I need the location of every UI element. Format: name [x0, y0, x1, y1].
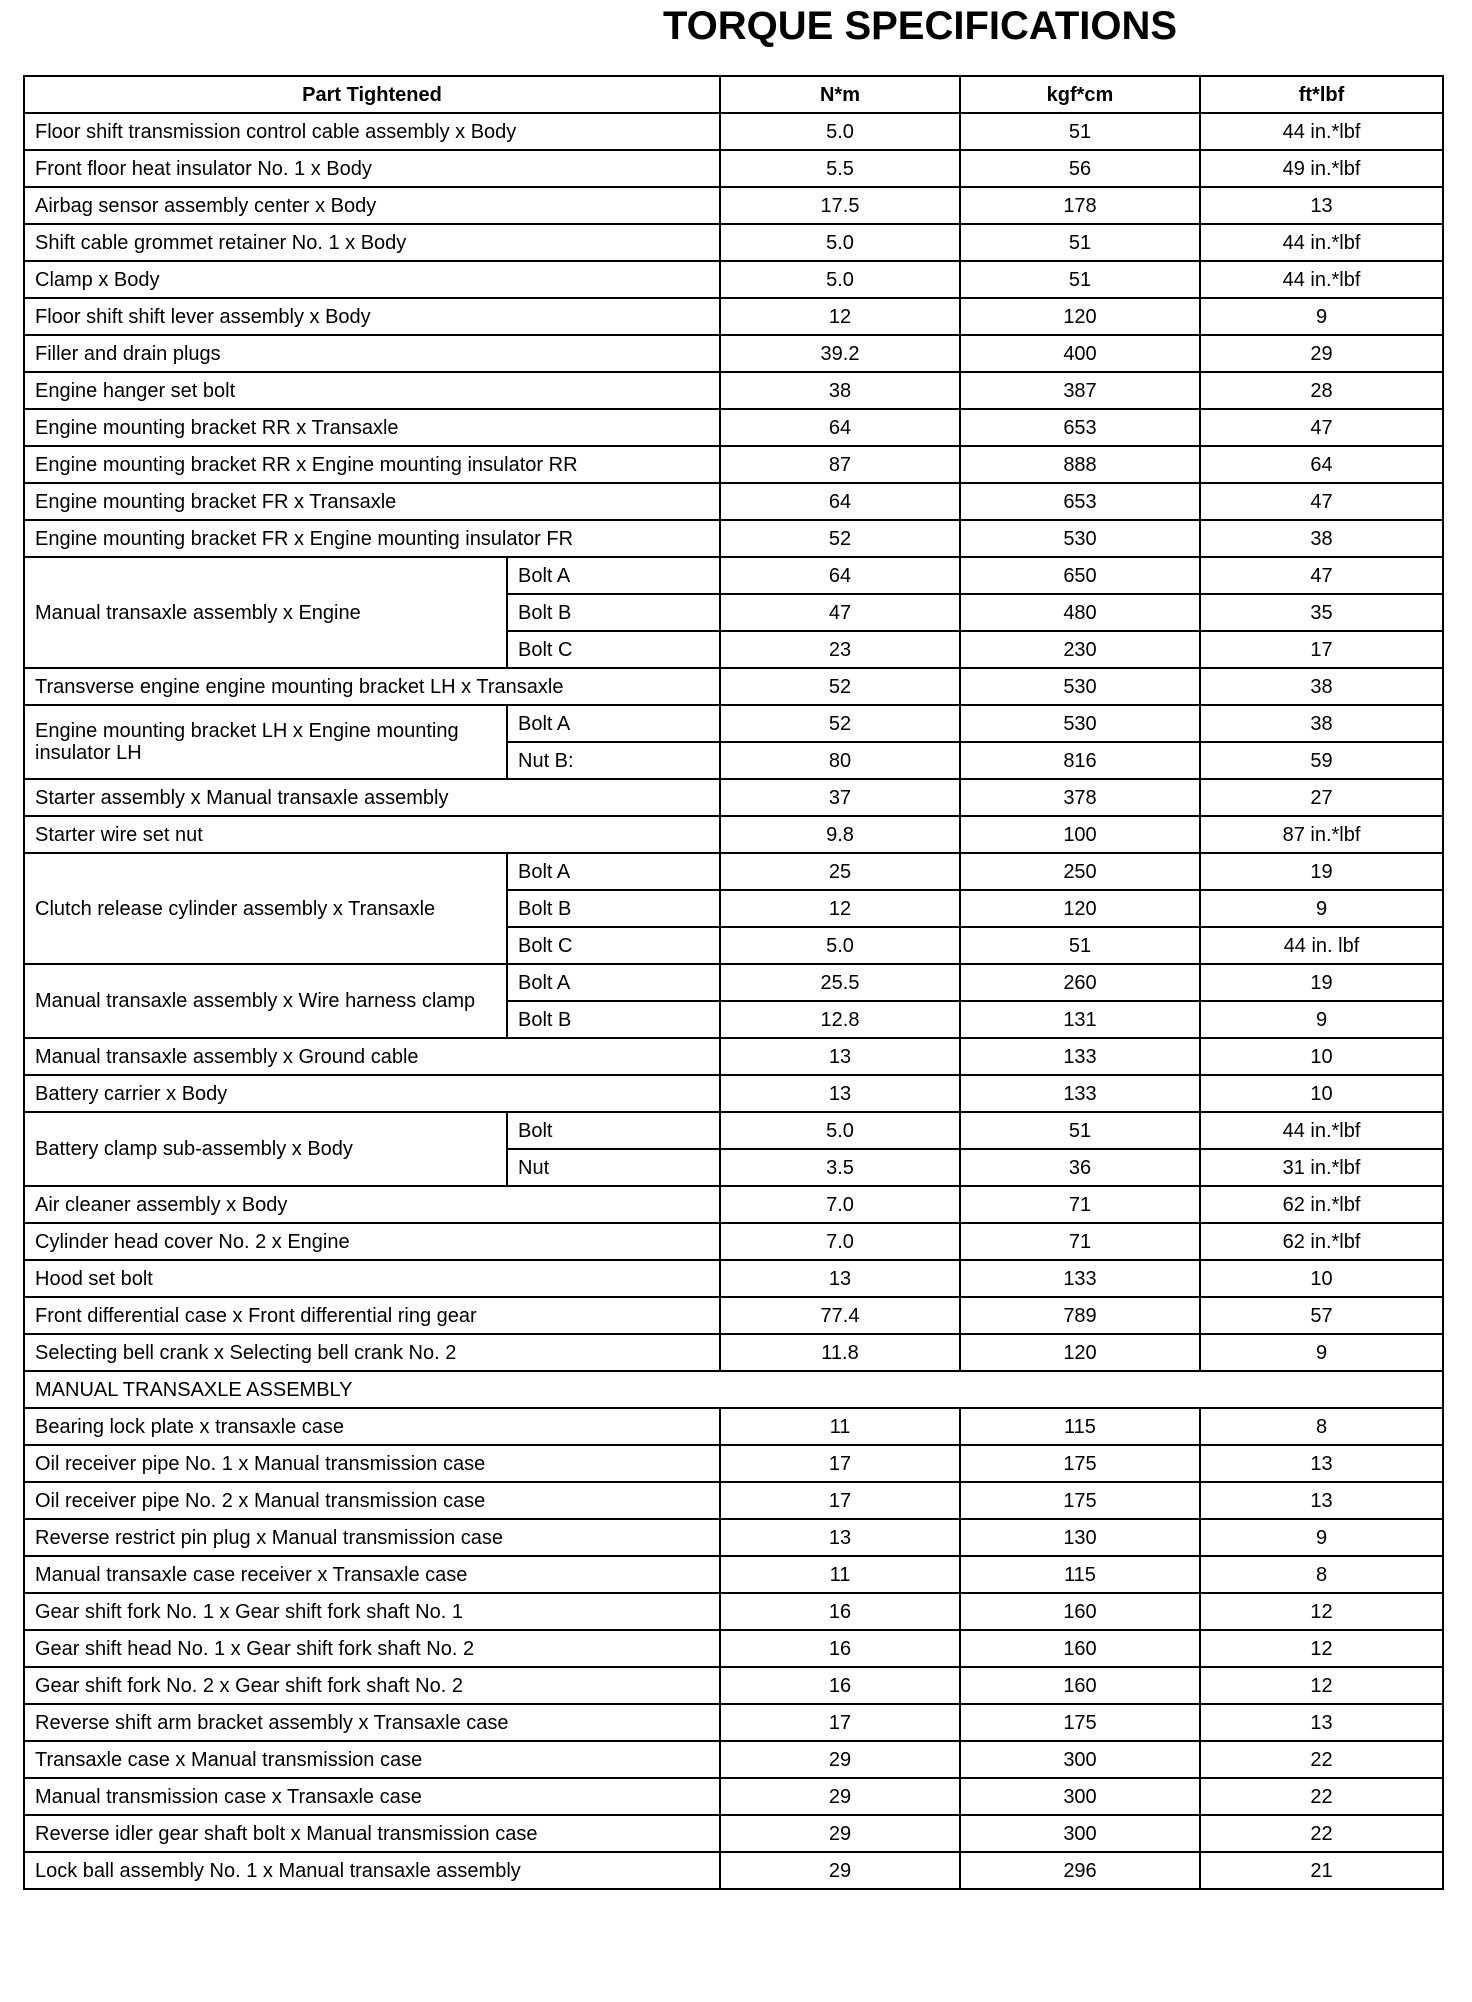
part-name-cell: Transaxle case x Manual transmission case: [24, 1741, 720, 1778]
kgfcm-cell: 653: [960, 409, 1200, 446]
kgfcm-cell: 300: [960, 1741, 1200, 1778]
nm-cell: 5.5: [720, 150, 960, 187]
fastener-label-cell: Bolt A: [507, 705, 720, 742]
part-name-cell: Clamp x Body: [24, 261, 720, 298]
part-name-cell: Battery carrier x Body: [24, 1075, 720, 1112]
kgfcm-cell: 400: [960, 335, 1200, 372]
ftlbf-cell: 9: [1200, 1334, 1443, 1371]
part-name-cell: Transverse engine engine mounting bracket LH x Transaxle: [24, 668, 720, 705]
kgfcm-cell: 250: [960, 853, 1200, 890]
kgfcm-cell: 56: [960, 150, 1200, 187]
ftlbf-cell: 13: [1200, 1445, 1443, 1482]
table-row: [24, 335, 1443, 372]
part-name-cell: Manual transaxle assembly x Ground cable: [24, 1038, 720, 1075]
fastener-label-cell: Bolt C: [507, 927, 720, 964]
kgfcm-cell: 71: [960, 1223, 1200, 1260]
part-name-cell: Front floor heat insulator No. 1 x Body: [24, 150, 720, 187]
nm-cell: 25: [720, 853, 960, 890]
kgfcm-cell: 387: [960, 372, 1200, 409]
part-name-cell: Gear shift head No. 1 x Gear shift fork shaft No. 2: [24, 1630, 720, 1667]
nm-cell: 5.0: [720, 113, 960, 150]
ftlbf-cell: 22: [1200, 1778, 1443, 1815]
nm-cell: 37: [720, 779, 960, 816]
nm-cell: 64: [720, 483, 960, 520]
ftlbf-cell: 12: [1200, 1667, 1443, 1704]
table-row: [24, 372, 1443, 409]
nm-cell: 5.0: [720, 1112, 960, 1149]
nm-cell: 77.4: [720, 1297, 960, 1334]
ftlbf-cell: 35: [1200, 594, 1443, 631]
kgfcm-cell: 530: [960, 705, 1200, 742]
table-row: [24, 1038, 1443, 1075]
part-name-cell: Engine mounting bracket FR x Transaxle: [24, 483, 720, 520]
nm-cell: 23: [720, 631, 960, 668]
table-row: [24, 1408, 1443, 1445]
table-row: [24, 816, 1443, 853]
table-row: [24, 1334, 1443, 1371]
kgfcm-cell: 650: [960, 557, 1200, 594]
ftlbf-cell: 10: [1200, 1075, 1443, 1112]
nm-cell: 64: [720, 409, 960, 446]
nm-cell: 25.5: [720, 964, 960, 1001]
table-row: [24, 446, 1443, 483]
nm-cell: 52: [720, 705, 960, 742]
nm-cell: 39.2: [720, 335, 960, 372]
nm-cell: 38: [720, 372, 960, 409]
part-name-cell: Hood set bolt: [24, 1260, 720, 1297]
ftlbf-cell: 38: [1200, 668, 1443, 705]
table-row: [24, 853, 1443, 890]
table-row: [24, 483, 1443, 520]
nm-cell: 16: [720, 1630, 960, 1667]
part-name-cell: Clutch release cylinder assembly x Transaxle: [24, 853, 507, 964]
part-name-cell: Floor shift transmission control cable assembly x Body: [24, 113, 720, 150]
nm-cell: 47: [720, 594, 960, 631]
ftlbf-cell: 17: [1200, 631, 1443, 668]
part-name-cell: Filler and drain plugs: [24, 335, 720, 372]
nm-cell: 3.5: [720, 1149, 960, 1186]
part-name-cell: Bearing lock plate x transaxle case: [24, 1408, 720, 1445]
ftlbf-cell: 8: [1200, 1556, 1443, 1593]
ftlbf-cell: 21: [1200, 1852, 1443, 1889]
table-row: [24, 113, 1443, 150]
nm-cell: 7.0: [720, 1186, 960, 1223]
nm-cell: 11: [720, 1556, 960, 1593]
kgfcm-cell: 131: [960, 1001, 1200, 1038]
nm-cell: 13: [720, 1260, 960, 1297]
nm-cell: 29: [720, 1778, 960, 1815]
kgfcm-cell: 120: [960, 1334, 1200, 1371]
ftlbf-cell: 19: [1200, 964, 1443, 1001]
kgfcm-cell: 100: [960, 816, 1200, 853]
ftlbf-cell: 49 in.*lbf: [1200, 150, 1443, 187]
part-name-cell: Battery clamp sub-assembly x Body: [24, 1112, 507, 1186]
fastener-label-cell: Bolt A: [507, 557, 720, 594]
table-row: [24, 520, 1443, 557]
ftlbf-cell: 87 in.*lbf: [1200, 816, 1443, 853]
section-row: [24, 1371, 1443, 1408]
ftlbf-cell: 57: [1200, 1297, 1443, 1334]
part-name-cell: Engine mounting bracket RR x Engine mounting insulator RR: [24, 446, 720, 483]
nm-cell: 5.0: [720, 261, 960, 298]
nm-cell: 52: [720, 668, 960, 705]
section-heading: MANUAL TRANSAXLE ASSEMBLY: [24, 1371, 1443, 1408]
fastener-label-cell: Bolt A: [507, 853, 720, 890]
part-name-cell: Lock ball assembly No. 1 x Manual transaxle assembly: [24, 1852, 720, 1889]
ftlbf-cell: 44 in. lbf: [1200, 927, 1443, 964]
kgfcm-cell: 888: [960, 446, 1200, 483]
nm-cell: 16: [720, 1667, 960, 1704]
kgfcm-cell: 175: [960, 1704, 1200, 1741]
kgfcm-cell: 51: [960, 1112, 1200, 1149]
fastener-label-cell: Bolt B: [507, 1001, 720, 1038]
ftlbf-cell: 12: [1200, 1630, 1443, 1667]
nm-cell: 29: [720, 1852, 960, 1889]
table-row: [24, 1260, 1443, 1297]
table-row: [24, 1630, 1443, 1667]
kgfcm-cell: 480: [960, 594, 1200, 631]
part-name-cell: Front differential case x Front differential ring gear: [24, 1297, 720, 1334]
kgfcm-cell: 51: [960, 224, 1200, 261]
fastener-label-cell: Bolt C: [507, 631, 720, 668]
ftlbf-cell: 38: [1200, 705, 1443, 742]
kgfcm-cell: 789: [960, 1297, 1200, 1334]
header-row: [24, 76, 1443, 113]
kgfcm-cell: 51: [960, 927, 1200, 964]
ftlbf-cell: 47: [1200, 557, 1443, 594]
part-name-cell: Oil receiver pipe No. 2 x Manual transmission case: [24, 1482, 720, 1519]
part-name-cell: Reverse shift arm bracket assembly x Transaxle case: [24, 1704, 720, 1741]
part-name-cell: Starter wire set nut: [24, 816, 720, 853]
nm-cell: 9.8: [720, 816, 960, 853]
table-row: [24, 1778, 1443, 1815]
kgfcm-cell: 230: [960, 631, 1200, 668]
kgfcm-cell: 115: [960, 1556, 1200, 1593]
header-nm: N*m: [720, 76, 960, 113]
table-row: [24, 1112, 1443, 1149]
table-row: [24, 668, 1443, 705]
fastener-label-cell: Nut B:: [507, 742, 720, 779]
nm-cell: 17: [720, 1445, 960, 1482]
table-row: [24, 557, 1443, 594]
nm-cell: 17: [720, 1482, 960, 1519]
kgfcm-cell: 378: [960, 779, 1200, 816]
table-row: [24, 1482, 1443, 1519]
ftlbf-cell: 28: [1200, 372, 1443, 409]
page-title: TORQUE SPECIFICATIONS: [662, 4, 1178, 48]
nm-cell: 17.5: [720, 187, 960, 224]
part-name-cell: Engine mounting bracket FR x Engine mounting insulator FR: [24, 520, 720, 557]
table-row: [24, 1223, 1443, 1260]
kgfcm-cell: 653: [960, 483, 1200, 520]
fastener-label-cell: Bolt B: [507, 594, 720, 631]
kgfcm-cell: 160: [960, 1593, 1200, 1630]
kgfcm-cell: 51: [960, 113, 1200, 150]
table-row: [24, 1519, 1443, 1556]
kgfcm-cell: 36: [960, 1149, 1200, 1186]
ftlbf-cell: 62 in.*lbf: [1200, 1186, 1443, 1223]
fastener-label-cell: Nut: [507, 1149, 720, 1186]
nm-cell: 5.0: [720, 224, 960, 261]
table-row: [24, 1852, 1443, 1889]
kgfcm-cell: 133: [960, 1075, 1200, 1112]
table-row: [24, 705, 1443, 742]
part-name-cell: Manual transaxle assembly x Engine: [24, 557, 507, 668]
table-row: [24, 1186, 1443, 1223]
nm-cell: 80: [720, 742, 960, 779]
ftlbf-cell: 8: [1200, 1408, 1443, 1445]
part-name-cell: Manual transmission case x Transaxle case: [24, 1778, 720, 1815]
nm-cell: 11.8: [720, 1334, 960, 1371]
table-row: [24, 1741, 1443, 1778]
ftlbf-cell: 62 in.*lbf: [1200, 1223, 1443, 1260]
fastener-label-cell: Bolt B: [507, 890, 720, 927]
table-row: [24, 1297, 1443, 1334]
ftlbf-cell: 19: [1200, 853, 1443, 890]
ftlbf-cell: 59: [1200, 742, 1443, 779]
kgfcm-cell: 296: [960, 1852, 1200, 1889]
ftlbf-cell: 64: [1200, 446, 1443, 483]
fastener-label-cell: Bolt: [507, 1112, 720, 1149]
table-row: [24, 261, 1443, 298]
part-name-cell: Air cleaner assembly x Body: [24, 1186, 720, 1223]
kgfcm-cell: 133: [960, 1260, 1200, 1297]
ftlbf-cell: 22: [1200, 1815, 1443, 1852]
part-name-cell: Gear shift fork No. 2 x Gear shift fork shaft No. 2: [24, 1667, 720, 1704]
part-name-cell: Floor shift shift lever assembly x Body: [24, 298, 720, 335]
kgfcm-cell: 160: [960, 1630, 1200, 1667]
nm-cell: 52: [720, 520, 960, 557]
part-name-cell: Selecting bell crank x Selecting bell crank No. 2: [24, 1334, 720, 1371]
part-name-cell: Reverse idler gear shaft bolt x Manual transmission case: [24, 1815, 720, 1852]
ftlbf-cell: 44 in.*lbf: [1200, 113, 1443, 150]
part-name-cell: Engine hanger set bolt: [24, 372, 720, 409]
table-row: [24, 1075, 1443, 1112]
part-name-cell: Reverse restrict pin plug x Manual transmission case: [24, 1519, 720, 1556]
kgfcm-cell: 71: [960, 1186, 1200, 1223]
table-row: [24, 779, 1443, 816]
nm-cell: 13: [720, 1075, 960, 1112]
ftlbf-cell: 9: [1200, 1519, 1443, 1556]
kgfcm-cell: 120: [960, 298, 1200, 335]
kgfcm-cell: 530: [960, 668, 1200, 705]
table-row: [24, 298, 1443, 335]
ftlbf-cell: 10: [1200, 1260, 1443, 1297]
nm-cell: 12.8: [720, 1001, 960, 1038]
fastener-label-cell: Bolt A: [507, 964, 720, 1001]
ftlbf-cell: 12: [1200, 1593, 1443, 1630]
ftlbf-cell: 13: [1200, 1704, 1443, 1741]
ftlbf-cell: 38: [1200, 520, 1443, 557]
ftlbf-cell: 13: [1200, 187, 1443, 224]
ftlbf-cell: 47: [1200, 483, 1443, 520]
nm-cell: 17: [720, 1704, 960, 1741]
table-row: [24, 1704, 1443, 1741]
nm-cell: 87: [720, 446, 960, 483]
table-row: [24, 150, 1443, 187]
nm-cell: 29: [720, 1741, 960, 1778]
table-row: [24, 964, 1443, 1001]
ftlbf-cell: 44 in.*lbf: [1200, 261, 1443, 298]
nm-cell: 12: [720, 298, 960, 335]
table-row: [24, 1445, 1443, 1482]
kgfcm-cell: 130: [960, 1519, 1200, 1556]
kgfcm-cell: 178: [960, 187, 1200, 224]
kgfcm-cell: 175: [960, 1445, 1200, 1482]
ftlbf-cell: 9: [1200, 298, 1443, 335]
part-name-cell: Starter assembly x Manual transaxle assembly: [24, 779, 720, 816]
kgfcm-cell: 160: [960, 1667, 1200, 1704]
kgfcm-cell: 175: [960, 1482, 1200, 1519]
nm-cell: 29: [720, 1815, 960, 1852]
ftlbf-cell: 27: [1200, 779, 1443, 816]
part-name-cell: Gear shift fork No. 1 x Gear shift fork shaft No. 1: [24, 1593, 720, 1630]
ftlbf-cell: 47: [1200, 409, 1443, 446]
torque-spec-table: [23, 75, 1444, 1890]
nm-cell: 12: [720, 890, 960, 927]
nm-cell: 5.0: [720, 927, 960, 964]
part-name-cell: Oil receiver pipe No. 1 x Manual transmission case: [24, 1445, 720, 1482]
nm-cell: 13: [720, 1038, 960, 1075]
part-name-cell: Shift cable grommet retainer No. 1 x Body: [24, 224, 720, 261]
header-kgfcm: kgf*cm: [960, 76, 1200, 113]
ftlbf-cell: 9: [1200, 1001, 1443, 1038]
ftlbf-cell: 44 in.*lbf: [1200, 1112, 1443, 1149]
kgfcm-cell: 115: [960, 1408, 1200, 1445]
table-row: [24, 187, 1443, 224]
nm-cell: 11: [720, 1408, 960, 1445]
header-part-tightened: Part Tightened: [24, 76, 720, 113]
nm-cell: 7.0: [720, 1223, 960, 1260]
part-name-cell: Cylinder head cover No. 2 x Engine: [24, 1223, 720, 1260]
table-row: [24, 409, 1443, 446]
nm-cell: 64: [720, 557, 960, 594]
kgfcm-cell: 530: [960, 520, 1200, 557]
table-row: [24, 1815, 1443, 1852]
ftlbf-cell: 13: [1200, 1482, 1443, 1519]
kgfcm-cell: 300: [960, 1778, 1200, 1815]
ftlbf-cell: 31 in.*lbf: [1200, 1149, 1443, 1186]
table-row: [24, 1593, 1443, 1630]
header-ftlbf: ft*lbf: [1200, 76, 1443, 113]
nm-cell: 16: [720, 1593, 960, 1630]
nm-cell: 13: [720, 1519, 960, 1556]
ftlbf-cell: 29: [1200, 335, 1443, 372]
part-name-cell: Airbag sensor assembly center x Body: [24, 187, 720, 224]
kgfcm-cell: 260: [960, 964, 1200, 1001]
ftlbf-cell: 22: [1200, 1741, 1443, 1778]
table-row: [24, 1667, 1443, 1704]
part-name-cell: Engine mounting bracket RR x Transaxle: [24, 409, 720, 446]
kgfcm-cell: 300: [960, 1815, 1200, 1852]
ftlbf-cell: 44 in.*lbf: [1200, 224, 1443, 261]
part-name-cell: Engine mounting bracket LH x Engine mounting insulator LH: [24, 705, 507, 779]
ftlbf-cell: 9: [1200, 890, 1443, 927]
kgfcm-cell: 816: [960, 742, 1200, 779]
table-row: [24, 224, 1443, 261]
part-name-cell: Manual transaxle case receiver x Transaxle case: [24, 1556, 720, 1593]
part-name-cell: Manual transaxle assembly x Wire harness clamp: [24, 964, 507, 1038]
kgfcm-cell: 51: [960, 261, 1200, 298]
ftlbf-cell: 10: [1200, 1038, 1443, 1075]
kgfcm-cell: 133: [960, 1038, 1200, 1075]
kgfcm-cell: 120: [960, 890, 1200, 927]
table-row: [24, 1556, 1443, 1593]
